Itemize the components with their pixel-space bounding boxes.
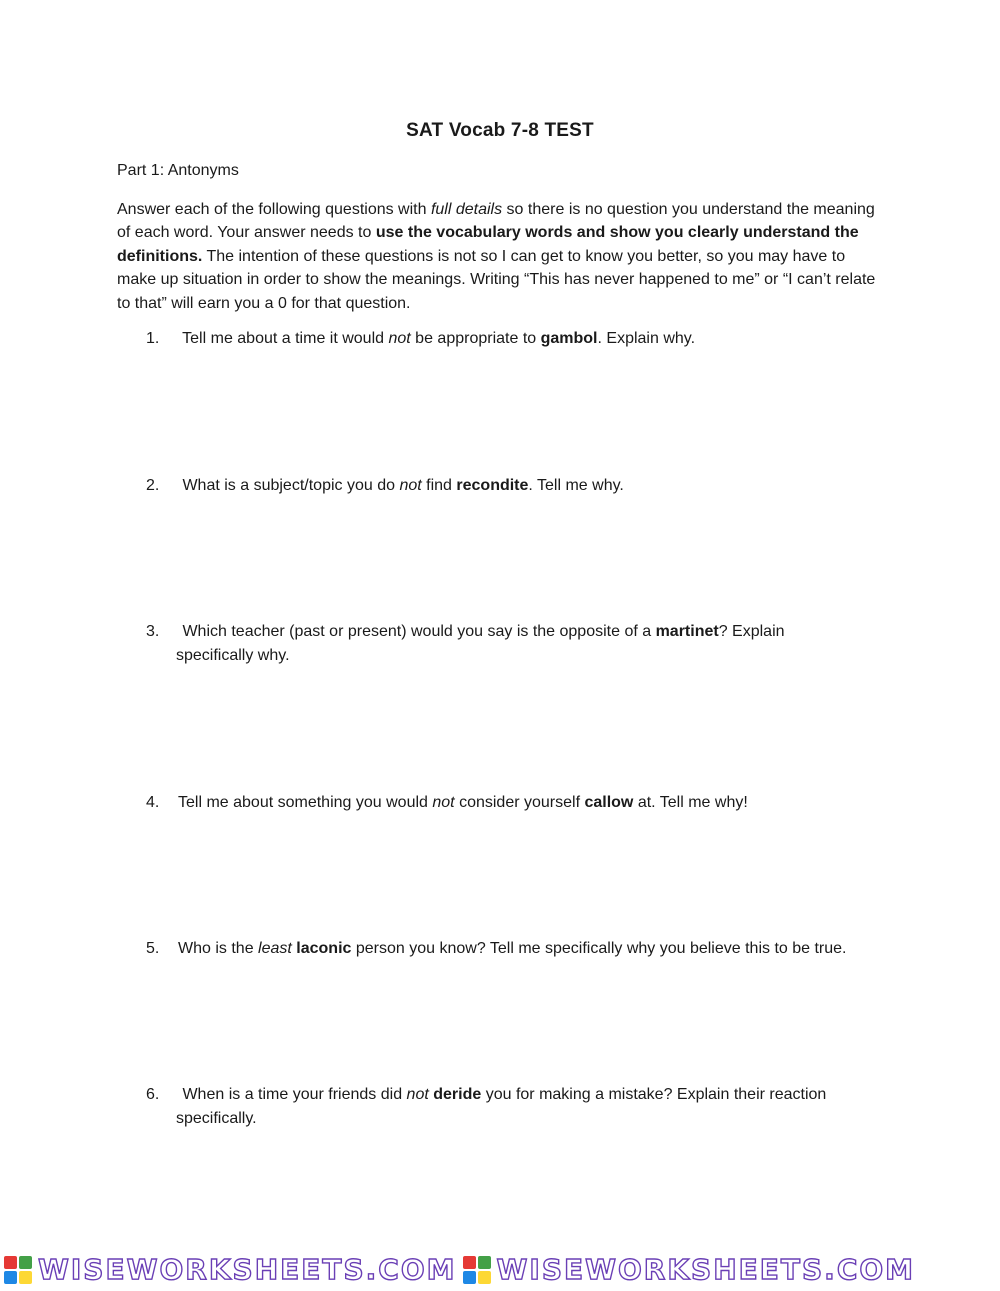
question-continuation: specifically why. xyxy=(176,647,290,664)
question-number: 3. xyxy=(146,623,160,640)
question-text: Which teacher (past or present) would you say is the opposite of a xyxy=(178,623,656,640)
page-title: SAT Vocab 7-8 TEST xyxy=(406,120,594,141)
question-emphasis: not xyxy=(399,477,422,494)
question-2 xyxy=(146,474,876,498)
instructions-paragraph xyxy=(117,198,887,315)
question-text: consider yourself xyxy=(454,794,585,811)
question-text: you for making a mistake? Explain their reaction xyxy=(481,1086,827,1103)
question-emphasis: not xyxy=(388,330,411,347)
question-text: at. Tell me why! xyxy=(633,794,748,811)
vocab-word: deride xyxy=(433,1086,482,1103)
instructions-bold: use the vocabulary words and show you clearly understand the definitions. xyxy=(117,224,859,265)
question-text: person you know? Tell me specifically why you believe this to be true. xyxy=(351,940,847,957)
question-text: Tell me about something you would xyxy=(178,794,433,811)
question-number: 1. xyxy=(146,330,160,347)
question-text: . Tell me why. xyxy=(528,477,624,494)
vocab-word: martinet xyxy=(655,623,719,640)
part-heading: Part 1: Antonyms xyxy=(117,162,239,179)
question-emphasis: not xyxy=(432,794,455,811)
vocab-word: laconic xyxy=(296,940,352,957)
vocab-word: recondite xyxy=(456,477,529,494)
vocab-word: gambol xyxy=(540,330,598,347)
question-3 xyxy=(146,620,876,668)
question-text: be appropriate to xyxy=(410,330,541,347)
vocab-word: callow xyxy=(584,794,634,811)
watermark-text: WISEWORKSHEETS.COM xyxy=(38,1253,457,1286)
watermark-banner xyxy=(0,1252,1000,1288)
question-number: 4. xyxy=(146,794,160,811)
question-text: . Explain why. xyxy=(597,330,696,347)
question-number: 2. xyxy=(146,477,160,494)
question-continuation: specifically. xyxy=(176,1110,257,1127)
instructions-text-3: The intention of these questions is not so I can get to know you better, so you may have to make up situation in order to show the meanings. Writing “This has never happened to me” or “I can’t relate to that” will earn you a 0 for that question. xyxy=(117,247,876,312)
question-text: Tell me about a time it would xyxy=(178,330,389,347)
question-number: 5. xyxy=(146,940,160,957)
logo-icon xyxy=(4,1256,32,1284)
question-4 xyxy=(146,791,876,815)
question-text: Who is the xyxy=(178,940,259,957)
question-emphasis: least xyxy=(258,940,292,957)
instructions-text-1: Answer each of the following questions with xyxy=(117,201,431,218)
question-text: find xyxy=(421,477,457,494)
watermark-text: WISEWORKSHEETS.COM xyxy=(496,1253,916,1286)
question-emphasis: not xyxy=(406,1086,429,1103)
question-text: What is a subject/topic you do xyxy=(178,477,400,494)
question-1 xyxy=(146,327,876,351)
logo-icon xyxy=(463,1256,491,1284)
question-6 xyxy=(146,1083,876,1131)
question-5 xyxy=(146,937,876,961)
question-text: ? Explain xyxy=(718,623,785,640)
question-number: 6. xyxy=(146,1086,160,1103)
instructions-text-2: so there is no question you understand the meaning of each word. Your answer needs to xyxy=(117,201,875,242)
question-text: When is a time your friends did xyxy=(178,1086,407,1103)
instructions-emphasis: full details xyxy=(430,201,503,218)
